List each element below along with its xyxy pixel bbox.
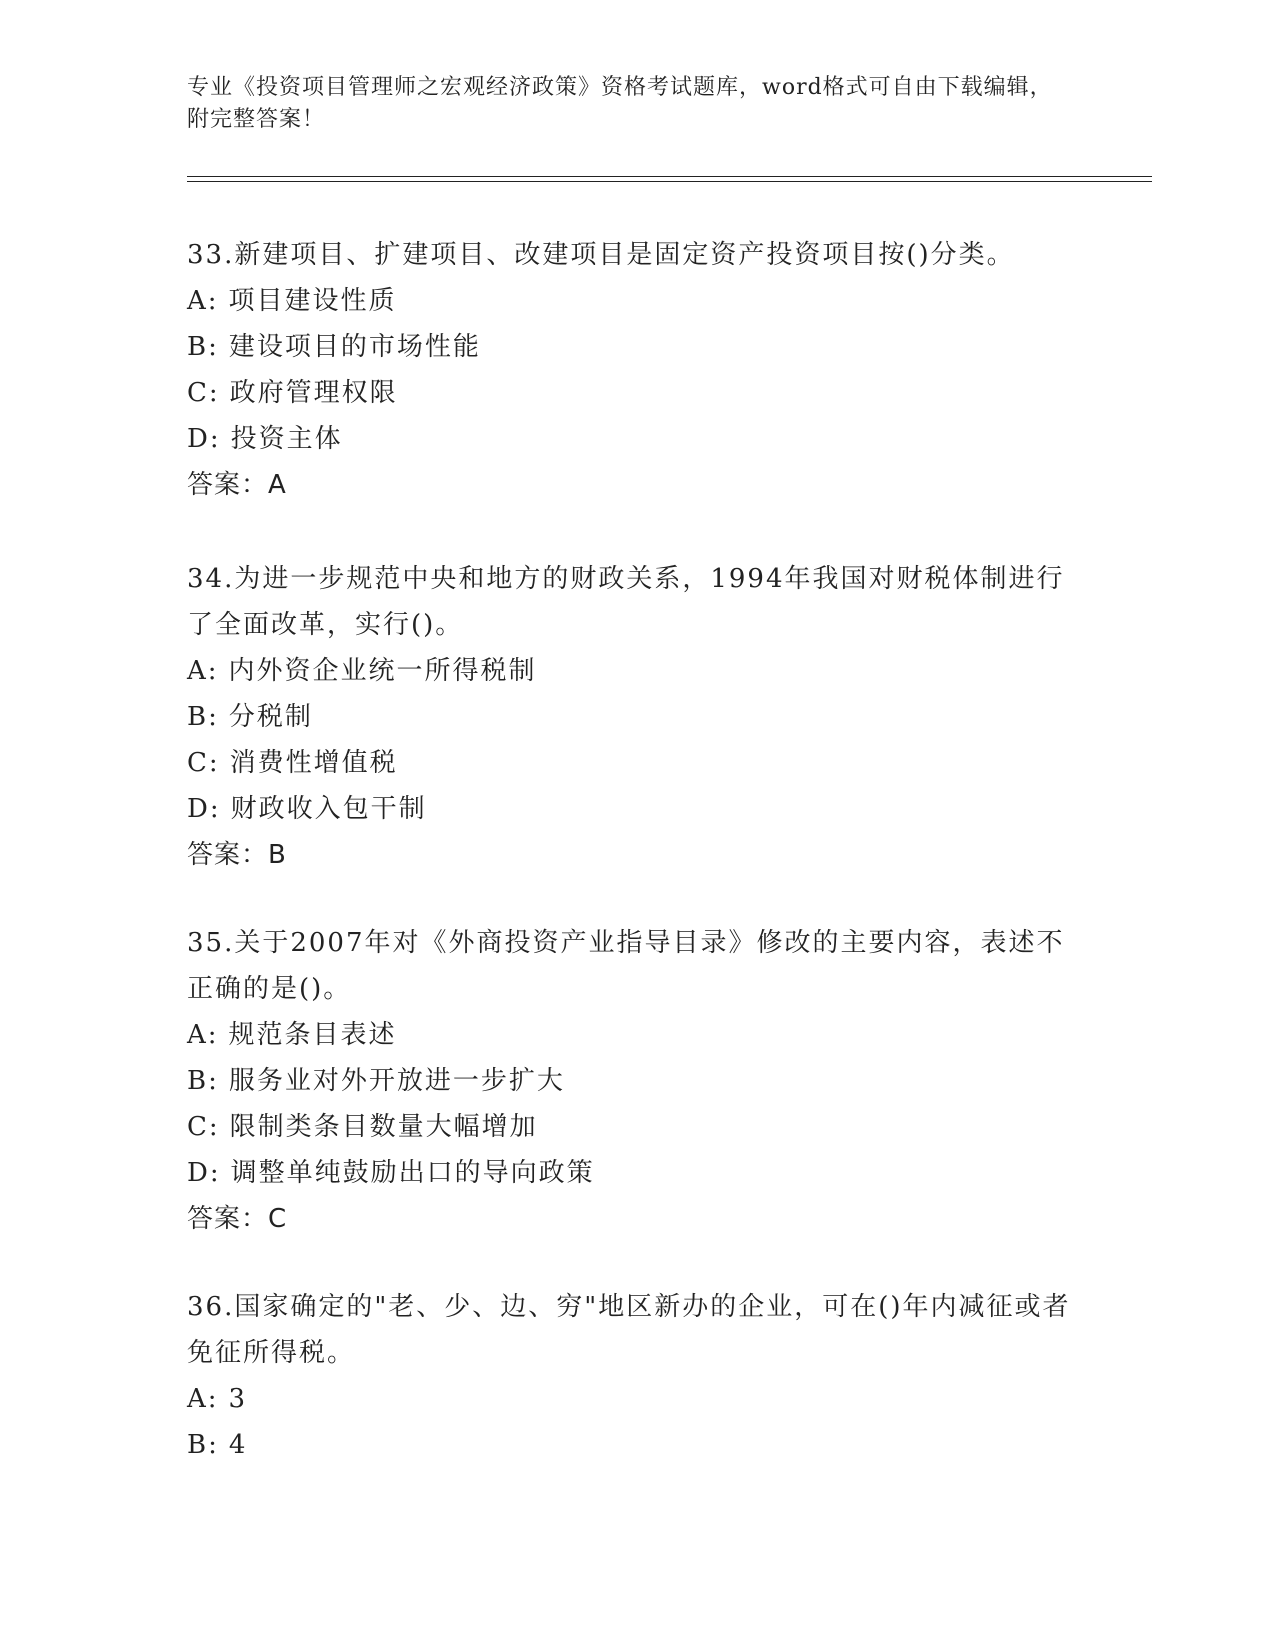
option-key: A: [187,1384,219,1414]
question-stem: 34.为进一步规范中央和地方的财政关系，1994年我国对财税体制进行了全面改革，实行()。 [187,564,1065,640]
option-d [187,786,1087,832]
answer-line [187,462,1087,508]
question-34 [187,556,1087,878]
answer-line [187,832,1087,878]
option-text: 政府管理权限 [229,378,398,408]
answer-value: A [268,470,287,500]
option-b [187,1422,1087,1468]
option-text: 调整单纯鼓励出口的导向政策 [230,1158,595,1188]
answer-label: 答案： [187,1204,269,1234]
option-text: 财政收入包干制 [230,794,427,824]
option-d [187,416,1087,462]
option-b [187,324,1087,370]
option-key: C: [187,378,220,408]
option-key: B: [187,1066,219,1096]
question-stem: 35.关于2007年对《外商投资产业指导目录》修改的主要内容，表述不正确的是()。 [187,928,1065,1004]
option-text: 限制类条目数量大幅增加 [229,1112,538,1142]
question-35 [187,920,1087,1242]
option-c [187,370,1087,416]
option-key: D: [187,1158,221,1188]
answer-value: C [268,1204,288,1234]
option-c [187,740,1087,786]
question-stem: 33.新建项目、扩建项目、改建项目是固定资产投资项目按()分类。 [187,240,1015,270]
answer-line [187,1196,1087,1242]
option-text: 项目建设性质 [228,286,397,316]
question-stem: 36.国家确定的"老、少、边、穷"地区新办的企业，可在()年内减征或者免征所得税。 [187,1292,1071,1368]
answer-value: B [268,840,287,870]
option-key: A: [187,656,219,686]
option-a [187,1012,1087,1058]
question-36 [187,1284,1087,1468]
option-b [187,694,1087,740]
option-a [187,1376,1087,1422]
option-key: B: [187,1430,219,1460]
option-a [187,278,1087,324]
option-text: 建设项目的市场性能 [228,332,481,362]
option-c [187,1104,1087,1150]
header-divider-top [187,176,1152,177]
option-key: D: [187,424,221,454]
option-text: 3 [228,1384,248,1414]
document-header: 专业《投资项目管理师之宏观经济政策》资格考试题库，word格式可自由下载编辑，附完整答案！ [187,75,1053,132]
option-key: A: [187,1020,219,1050]
option-text: 服务业对外开放进一步扩大 [228,1066,565,1096]
option-text: 内外资企业统一所得税制 [228,656,537,686]
option-text: 投资主体 [230,424,343,454]
answer-label: 答案： [187,470,269,500]
option-text: 分税制 [228,702,313,732]
question-33 [187,232,1087,508]
option-a [187,648,1087,694]
option-key: B: [187,702,219,732]
option-b [187,1058,1087,1104]
option-text: 4 [228,1430,248,1460]
option-key: B: [187,332,219,362]
option-d [187,1150,1087,1196]
option-key: A: [187,286,219,316]
answer-label: 答案： [187,840,269,870]
header-divider-bottom [187,181,1152,182]
option-text: 消费性增值税 [229,748,398,778]
option-key: C: [187,1112,220,1142]
option-key: C: [187,748,220,778]
option-key: D: [187,794,221,824]
option-text: 规范条目表述 [228,1020,397,1050]
